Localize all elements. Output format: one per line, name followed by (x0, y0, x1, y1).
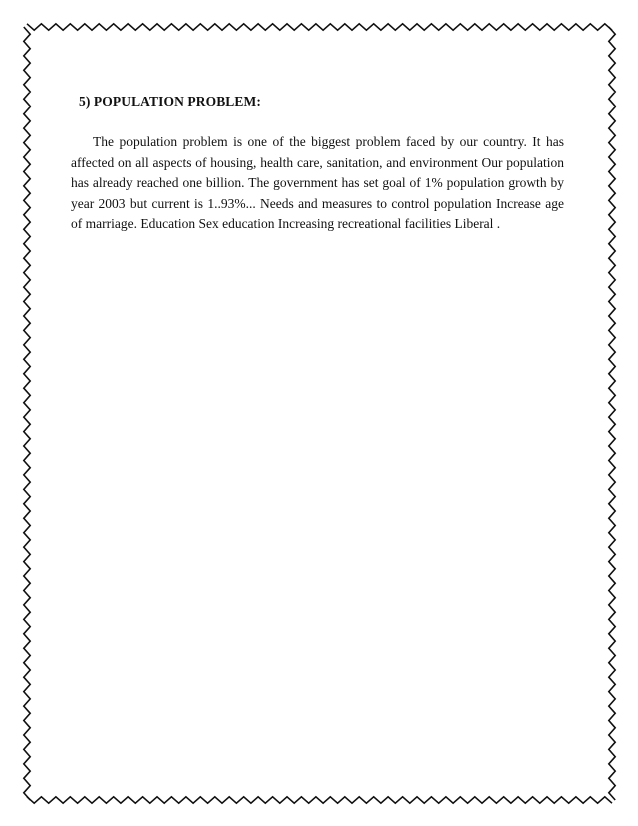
document-content (71, 94, 564, 235)
border-right (609, 27, 615, 800)
border-top (27, 24, 612, 30)
section-heading: 5) POPULATION PROBLEM: (79, 94, 261, 109)
border-bottom (27, 797, 612, 803)
border-left (24, 27, 30, 800)
body-paragraph: The population problem is one of the biggest problem faced by our country. It has affected on all aspects of housing, health care, sanitation, and environment Our population has already reached one billion. The government has set goal of 1% population growth by year 2003 but current is 1..93%... Needs and measures to control population Increase age of marriage. Education Sex education Increasing recreational facilities Liberal . (71, 134, 564, 231)
